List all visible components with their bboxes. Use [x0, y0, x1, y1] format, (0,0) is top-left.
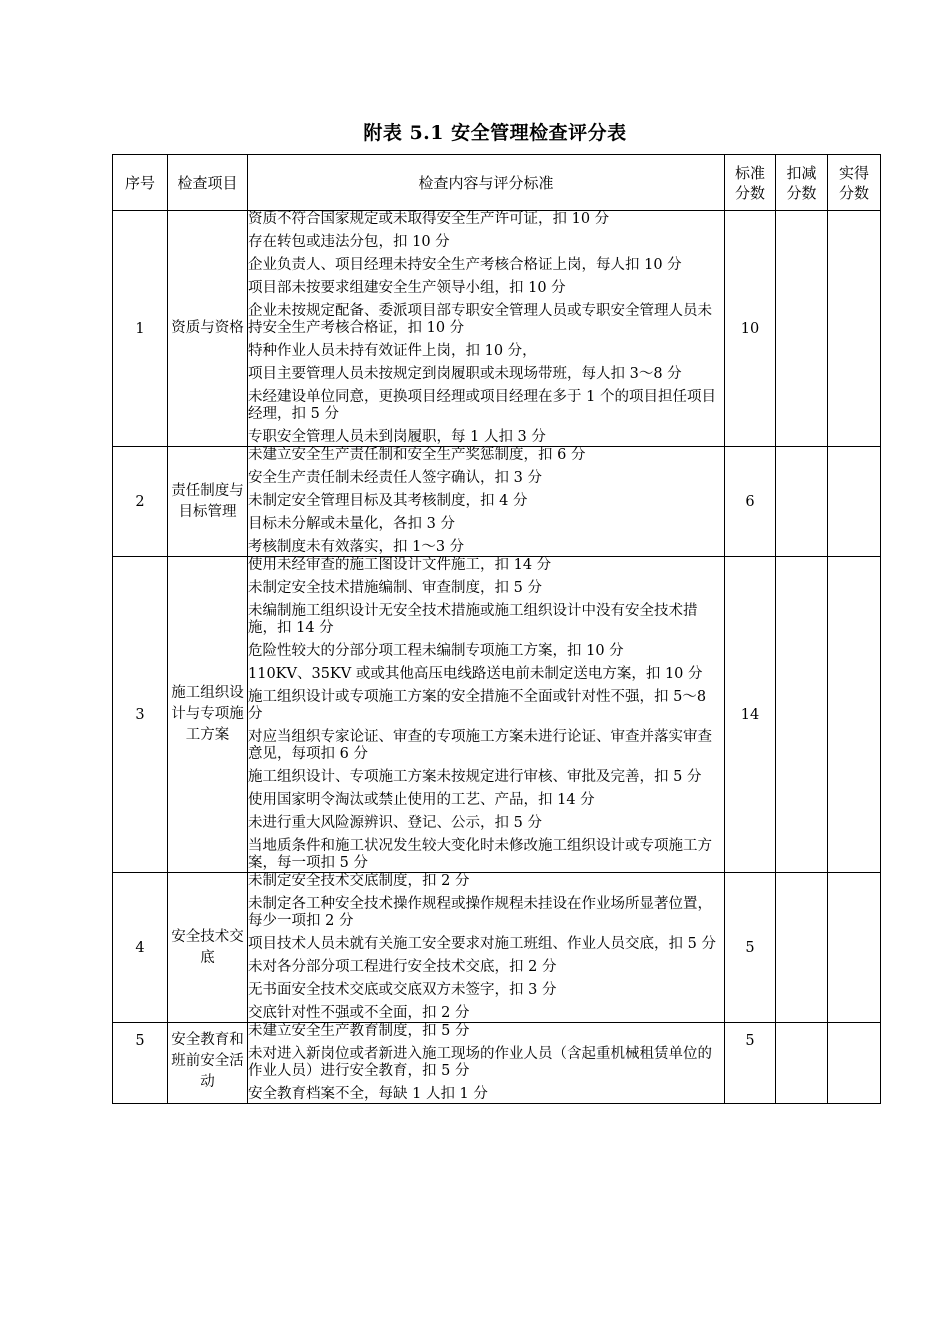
row-standard-score: 14: [725, 557, 776, 873]
criterion: 对应当组织专家论证、审查的专项施工方案未进行论证、审查并落实审查意见，每项扣 6 分: [248, 729, 712, 762]
row-actual-score[interactable]: [828, 873, 881, 1023]
criterion: 使用未经审查的施工图设计文件施工，扣 14 分: [248, 557, 552, 573]
row-standard-score: 6: [725, 447, 776, 557]
header-actual-line2: 分数: [838, 183, 869, 202]
header-deduct-line1: 扣减: [786, 163, 817, 182]
header-content: 检查内容与评分标准: [248, 155, 725, 211]
criterion: 无书面安全技术交底或交底双方未签字，扣 3 分: [248, 982, 557, 998]
criterion: 考核制度未有效落实，扣 1～3 分: [248, 539, 465, 555]
criterion: 项目主要管理人员未按规定到岗履职或未现场带班，每人扣 3～8 分: [248, 366, 682, 382]
criterion: 施工组织设计、专项施工方案未按规定进行审核、审批及完善，扣 5 分: [248, 769, 702, 785]
header-actual-line1: 实得: [838, 163, 869, 182]
criterion: 未建立安全生产教育制度，扣 5 分: [248, 1023, 470, 1039]
criterion: 安全生产责任制未经责任人签字确认，扣 3 分: [248, 470, 542, 486]
criterion: 未编制施工组织设计无安全技术措施或施工组织设计中没有安全技术措施，扣 14 分: [248, 603, 698, 636]
safety-management-score-table: [112, 154, 881, 1104]
document-title: 附表 5.1 安全管理检查评分表: [363, 122, 627, 144]
row-seq: 2: [113, 447, 168, 557]
criterion: 交底针对性不强或不全面，扣 2 分: [248, 1005, 470, 1021]
row-standard-score: 10: [725, 211, 776, 447]
row-standard-score: 5: [725, 873, 776, 1023]
row-standard-score: 5: [725, 1023, 776, 1104]
row-actual-score[interactable]: [828, 557, 881, 873]
table-row: [113, 447, 881, 557]
row-check-item: 资质与资格: [168, 211, 248, 447]
header-deduct-line2: 分数: [786, 183, 817, 202]
criterion: 未对进入新岗位或者新进入施工现场的作业人员（含起重机械租赁单位的作业人员）进行安全教育，扣 5 分: [248, 1046, 712, 1079]
criterion: 未进行重大风险源辨识、登记、公示，扣 5 分: [248, 815, 542, 831]
criterion: 企业负责人、项目经理未持安全生产考核合格证上岗，每人扣 10 分: [248, 257, 682, 273]
row-actual-score[interactable]: [828, 211, 881, 447]
row-check-item: 责任制度与目标管理: [168, 447, 248, 557]
header-standard-line1: 标准: [734, 163, 765, 182]
row-actual-score[interactable]: [828, 1023, 881, 1104]
header-deduct-score: [776, 155, 828, 211]
row-criteria: [248, 1023, 725, 1104]
criterion: 特种作业人员未持有效证件上岗，扣 10 分，: [248, 343, 537, 359]
criterion: 企业未按规定配备、委派项目部专职安全管理人员或专职安全管理人员未持安全生产考核合格证，扣 10 分: [248, 303, 712, 336]
criterion: 使用国家明令淘汰或禁止使用的工艺、产品，扣 14 分: [248, 792, 595, 808]
criterion: 未对各分部分项工程进行安全技术交底，扣 2 分: [248, 959, 557, 975]
row-check-item: 安全技术交底: [168, 873, 248, 1023]
header-row: [113, 155, 881, 211]
header-item: 检查项目: [168, 155, 248, 211]
criterion: 110KV、35KV 或或其他高压电线路送电前未制定送电方案，扣 10 分: [248, 666, 703, 682]
table-row: [113, 211, 881, 447]
row-seq: 5: [113, 1023, 168, 1104]
row-criteria: [248, 211, 725, 447]
criterion: 未制定安全技术措施编制、审查制度，扣 5 分: [248, 580, 542, 596]
row-criteria: [248, 873, 725, 1023]
header-seq: 序号: [113, 155, 168, 211]
criterion: 施工组织设计或专项施工方案的安全措施不全面或针对性不强，扣 5～8 分: [248, 689, 707, 722]
criterion: 资质不符合国家规定或未取得安全生产许可证，扣 10 分: [248, 211, 610, 227]
row-deduct-score[interactable]: [776, 557, 828, 873]
header-standard-score: [725, 155, 776, 211]
criterion: 未建立安全生产责任制和安全生产奖惩制度，扣 6 分: [248, 447, 586, 463]
row-check-item: 施工组织设计与专项施工方案: [168, 557, 248, 873]
row-deduct-score[interactable]: [776, 873, 828, 1023]
criterion: 危险性较大的分部分项工程未编制专项施工方案，扣 10 分: [248, 643, 624, 659]
header-actual-score: [828, 155, 881, 211]
row-deduct-score[interactable]: [776, 1023, 828, 1104]
criterion: 未制定各工种安全技术操作规程或操作规程未挂设在作业场所显著位置，每少一项扣 2 分: [248, 896, 712, 929]
criterion: 未经建设单位同意，更换项目经理或项目经理在多于 1 个的项目担任项目经理，扣 5 分: [248, 389, 716, 422]
criterion: 目标未分解或未量化，各扣 3 分: [248, 516, 455, 532]
table-row: [113, 1023, 881, 1104]
row-deduct-score[interactable]: [776, 211, 828, 447]
criterion: 项目部未按要求组建安全生产领导小组，扣 10 分: [248, 280, 566, 296]
row-seq: 4: [113, 873, 168, 1023]
row-seq: 1: [113, 211, 168, 447]
table-row: [113, 557, 881, 873]
row-check-item: 安全教育和班前安全活动: [168, 1023, 248, 1104]
criterion: 专职安全管理人员未到岗履职，每 1 人扣 3 分: [248, 429, 546, 445]
row-seq: 3: [113, 557, 168, 873]
criterion: 当地质条件和施工状况发生较大变化时未修改施工组织设计或专项施工方案，每一项扣 5 分: [248, 838, 712, 871]
criterion: 存在转包或违法分包，扣 10 分: [248, 234, 450, 250]
criterion: 未制定安全管理目标及其考核制度，扣 4 分: [248, 493, 528, 509]
row-criteria: [248, 447, 725, 557]
row-deduct-score[interactable]: [776, 447, 828, 557]
criterion: 项目技术人员未就有关施工安全要求对施工班组、作业人员交底，扣 5 分: [248, 936, 716, 952]
header-standard-line2: 分数: [734, 183, 765, 202]
row-actual-score[interactable]: [828, 447, 881, 557]
criterion: 未制定安全技术交底制度，扣 2 分: [248, 873, 470, 889]
table-row: [113, 873, 881, 1023]
row-criteria: [248, 557, 725, 873]
criterion: 安全教育档案不全，每缺 1 人扣 1 分: [248, 1086, 488, 1102]
